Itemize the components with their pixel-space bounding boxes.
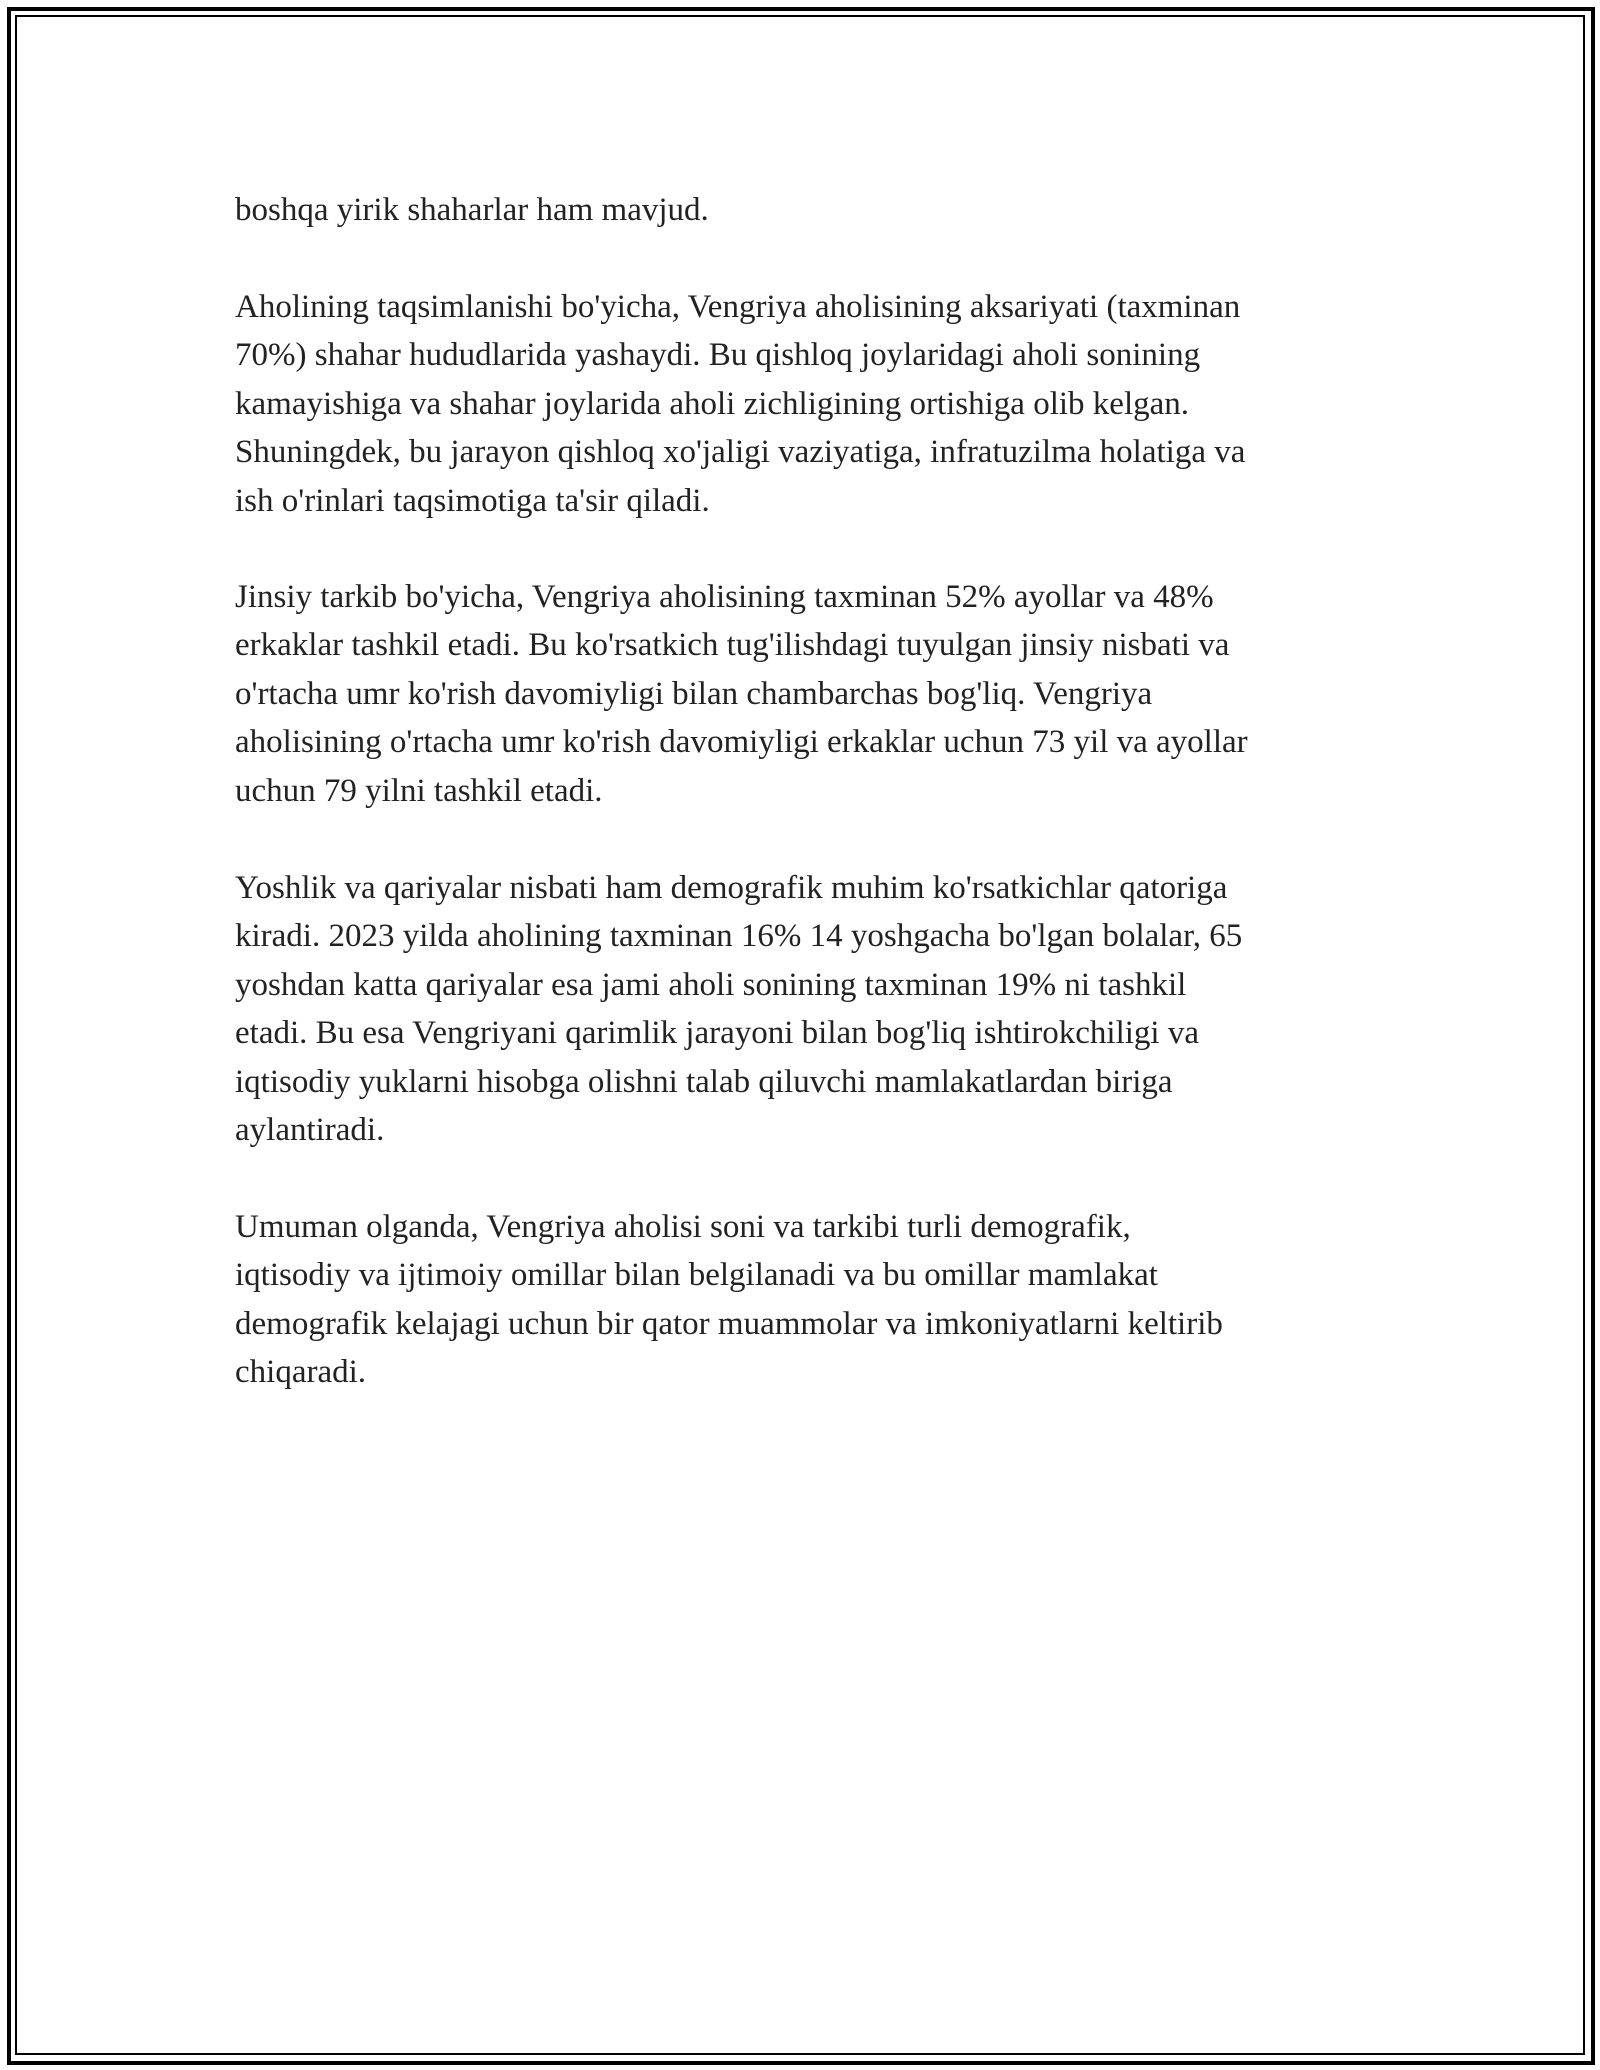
paragraph-3-line-4: aholisining o'rtacha umr ko'rish davomiyligi erkaklar uchun 73 yil va ayollar [235,724,1248,760]
paragraph-4-line-1: Yoshlik va qariyalar nisbati ham demografik muhim ko'rsatkichlar qatoriga [235,870,1228,906]
paragraph-4-line-5: iqtisodiy yuklarni hisobga olishni talab qiluvchi mamlakatlardan biriga [235,1064,1173,1100]
paragraph-4-line-4: etadi. Bu esa Vengriyani qarimlik jarayoni bilan bog'liq ishtirokchiligi va [235,1015,1199,1051]
paragraph-4-line-3: yoshdan katta qariyalar esa jami aholi sonining taxminan 19% ni tashkil [235,967,1187,1003]
paragraph-5-line-3: demografik kelajagi uchun bir qator muammolar va imkoniyatlarni keltirib [235,1306,1223,1342]
paragraph-4-line-2: kiradi. 2023 yilda aholining taxminan 16% 14 yoshgacha bo'lgan bolalar, 65 [235,918,1243,954]
paragraph-2-line-1: Aholining taqsimlanishi bo'yicha, Vengriya aholisining aksariyati (taxminan [235,289,1241,325]
paragraph-3-line-1: Jinsiy tarkib bo'yicha, Vengriya aholisining taxminan 52% ayollar va 48% [235,579,1214,615]
paragraph-1-line-1: boshqa yirik shaharlar ham mavjud. [235,192,709,228]
paragraph-4-line-6: aylantiradi. [235,1112,385,1148]
paragraph-2-line-3: kamayishiga va shahar joylarida aholi zichligining ortishiga olib kelgan. [235,386,1190,422]
paragraph-2-line-5: ish o'rinlari taqsimotiga ta'sir qiladi. [235,483,710,519]
paragraph-2-line-2: 70%) shahar hududlarida yashaydi. Bu qishloq joylaridagi aholi sonining [235,337,1201,373]
paragraph-2-line-4: Shuningdek, bu jarayon qishloq xo'jaligi vaziyatiga, infratuzilma holatiga va [235,434,1246,470]
paragraph-3-line-3: o'rtacha umr ko'rish davomiyligi bilan chambarchas bog'liq. Vengriya [235,676,1153,712]
paragraph-3-line-5: uchun 79 yilni tashkil etadi. [235,773,603,809]
paragraph-5-line-2: iqtisodiy va ijtimoiy omillar bilan belgilanadi va bu omillar mamlakat [235,1257,1158,1293]
paragraph-5-line-1: Umuman olganda, Vengriya aholisi soni va tarkibi turli demografik, [235,1209,1131,1245]
paragraph-3-line-2: erkaklar tashkil etadi. Bu ko'rsatkich tug'ilishdagi tuyulgan jinsiy nisbati va [235,627,1230,663]
paragraph-5-line-4: chiqaradi. [235,1354,367,1390]
